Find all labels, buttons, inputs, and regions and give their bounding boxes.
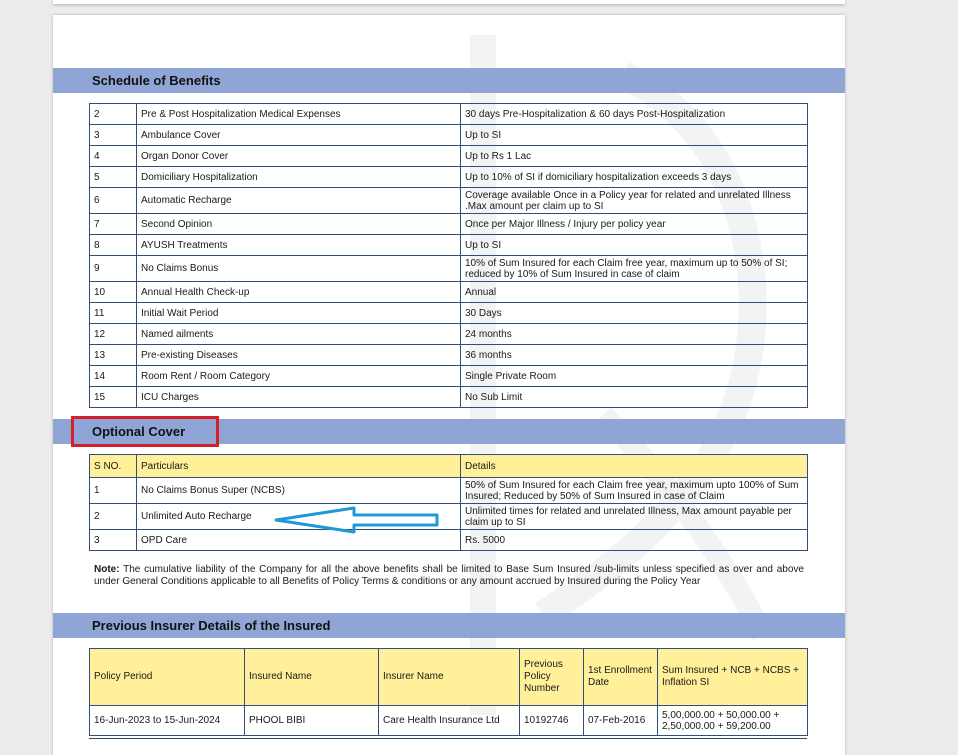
optional-title: Optional Cover [92, 424, 186, 439]
previous-page-edge [53, 0, 845, 4]
col-previous-policy-number: Previous Policy Number [520, 649, 584, 706]
cell-particulars: Pre-existing Diseases [137, 345, 461, 366]
cell-particulars: No Claims Bonus [137, 256, 461, 282]
cell-details: Unlimited times for related and unrelated Illness, Max amount payable per claim up to SI [461, 504, 808, 530]
table-row [90, 504, 808, 530]
cell-no: 11 [90, 303, 137, 324]
cell-particulars: Pre & Post Hospitalization Medical Expenses [137, 104, 461, 125]
cell-details: Annual [461, 282, 808, 303]
cell-no: 8 [90, 235, 137, 256]
table-row [90, 214, 808, 235]
cell-insured: PHOOL BIBI [245, 706, 379, 736]
table-row [90, 146, 808, 167]
schedule-table [89, 103, 808, 408]
next-row-edge [89, 738, 807, 749]
schedule-title: Schedule of Benefits [92, 73, 221, 88]
table-row [90, 125, 808, 146]
cell-no: 3 [90, 125, 137, 146]
cell-details: 30 Days [461, 303, 808, 324]
table-row [90, 387, 808, 408]
previous-title: Previous Insurer Details of the Insured [92, 618, 331, 633]
cell-particulars: Domiciliary Hospitalization [137, 167, 461, 188]
cell-details: Up to Rs 1 Lac [461, 146, 808, 167]
col-enrollment-date: 1st Enrollment Date [584, 649, 658, 706]
cell-particulars: ICU Charges [137, 387, 461, 408]
previous-band [53, 613, 845, 638]
document-page [53, 15, 845, 755]
cell-particulars: Organ Donor Cover [137, 146, 461, 167]
table-row [90, 188, 808, 214]
pointer-arrow-icon [272, 505, 442, 535]
table-row [90, 366, 808, 387]
table-row [90, 324, 808, 345]
cell-no: 2 [90, 504, 137, 530]
cell-no: 10 [90, 282, 137, 303]
schedule-band [53, 68, 845, 93]
cell-no: 7 [90, 214, 137, 235]
cell-no: 12 [90, 324, 137, 345]
table-row [90, 235, 808, 256]
table-row [90, 706, 808, 736]
note-text: The cumulative liability of the Company for all the above benefits shall be limited to Base Sum Insured /sub-limits unless specified as over and above under General Conditions applicable to all Benefits of Policy Terms & conditions or any amount accrued by Insured during the Policy Year [94, 564, 804, 587]
col-details: Details [461, 455, 808, 478]
cell-details: Once per Major Illness / Injury per policy year [461, 214, 808, 235]
cell-particulars: No Claims Bonus Super (NCBS) [137, 478, 461, 504]
optional-header-row [90, 455, 808, 478]
cell-particulars: Ambulance Cover [137, 125, 461, 146]
cell-no: 14 [90, 366, 137, 387]
previous-header-row [90, 649, 808, 706]
cell-details: Up to SI [461, 125, 808, 146]
cell-details: 24 months [461, 324, 808, 345]
optional-table [89, 454, 808, 551]
col-policy-period: Policy Period [90, 649, 245, 706]
col-particulars: Particulars [137, 455, 461, 478]
table-row [90, 282, 808, 303]
cell-particulars: Named ailments [137, 324, 461, 345]
cell-no: 15 [90, 387, 137, 408]
col-insured-name: Insured Name [245, 649, 379, 706]
cell-particulars: AYUSH Treatments [137, 235, 461, 256]
table-row [90, 530, 808, 551]
cell-details: 10% of Sum Insured for each Claim free year, maximum up to 50% of SI; reduced by 10% of Sum Insured in case of claim [461, 256, 808, 282]
cell-no: 9 [90, 256, 137, 282]
cell-details: Rs. 5000 [461, 530, 808, 551]
cell-details: 30 days Pre-Hospitalization & 60 days Post-Hospitalization [461, 104, 808, 125]
table-row [90, 478, 808, 504]
cell-no: 3 [90, 530, 137, 551]
cell-details: Up to SI [461, 235, 808, 256]
cell-particulars: Room Rent / Room Category [137, 366, 461, 387]
table-row [90, 167, 808, 188]
table-row [90, 104, 808, 125]
note-paragraph [94, 564, 804, 587]
cell-details: 50% of Sum Insured for each Claim free year, maximum upto 100% of Sum Insured; Reduced by 50% of Sum Insured in case of Claim [461, 478, 808, 504]
cell-details: Coverage available Once in a Policy year for related and unrelated Illness .Max amount per claim up to SI [461, 188, 808, 214]
cell-details: 36 months [461, 345, 808, 366]
table-row [90, 345, 808, 366]
cell-particulars: Unlimited Auto Recharge [137, 504, 461, 530]
col-sum-insured: Sum Insured + NCB + NCBS + Inflation SI [658, 649, 808, 706]
cell-sum: 5,00,000.00 + 50,000.00 + 2,50,000.00 + 59,200.00 [658, 706, 808, 736]
cell-enroll: 07-Feb-2016 [584, 706, 658, 736]
previous-table [89, 648, 808, 736]
highlight-box [71, 416, 219, 447]
cell-details: Single Private Room [461, 366, 808, 387]
cell-particulars: Automatic Recharge [137, 188, 461, 214]
cell-no: 2 [90, 104, 137, 125]
cell-no: 4 [90, 146, 137, 167]
cell-details: No Sub Limit [461, 387, 808, 408]
cell-no: 1 [90, 478, 137, 504]
table-row [90, 256, 808, 282]
cell-insurer: Care Health Insurance Ltd [379, 706, 520, 736]
col-insurer-name: Insurer Name [379, 649, 520, 706]
cell-details: Up to 10% of SI if domiciliary hospitalization exceeds 3 days [461, 167, 808, 188]
cell-no: 6 [90, 188, 137, 214]
cell-particulars: Initial Wait Period [137, 303, 461, 324]
cell-particulars: Second Opinion [137, 214, 461, 235]
cell-period: 16-Jun-2023 to 15-Jun-2024 [90, 706, 245, 736]
note-label: Note: [94, 564, 120, 575]
cell-policy_no: 10192746 [520, 706, 584, 736]
cell-particulars: OPD Care [137, 530, 461, 551]
cell-no: 5 [90, 167, 137, 188]
cell-particulars: Annual Health Check-up [137, 282, 461, 303]
col-sno: S NO. [90, 455, 137, 478]
cell-no: 13 [90, 345, 137, 366]
table-row [90, 303, 808, 324]
